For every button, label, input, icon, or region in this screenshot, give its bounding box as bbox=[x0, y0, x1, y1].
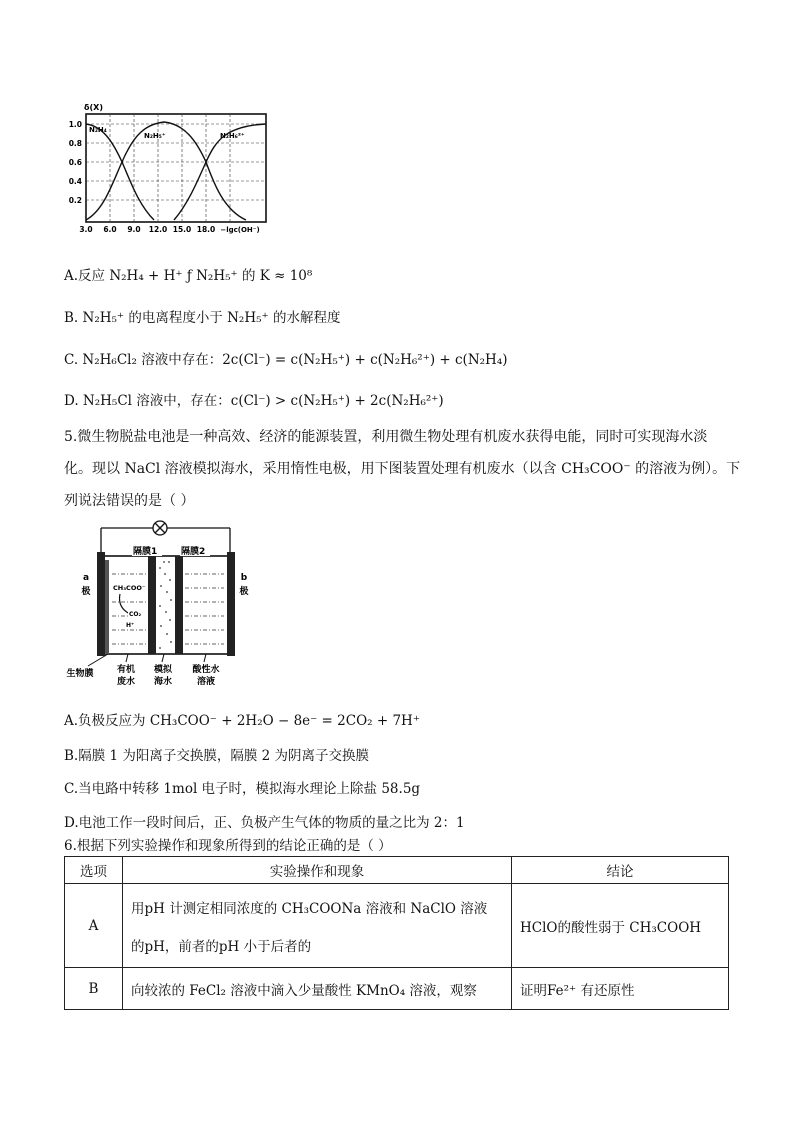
electrode-b-label: b bbox=[240, 573, 248, 583]
electrode-b-label: 极 bbox=[239, 587, 249, 597]
electrode-b bbox=[227, 552, 235, 656]
y-tick: 0.8 bbox=[68, 139, 82, 148]
acidic-solution-label: 酸性水 bbox=[192, 665, 220, 675]
electrode-a-label: 极 bbox=[81, 587, 91, 597]
membrane1-label: 隔膜1 bbox=[133, 547, 158, 557]
q4-option-a: A.反应 N₂H₄ + H⁺ ƒ N₂H₅⁺ 的 K ≈ 10⁸ bbox=[64, 268, 313, 284]
x-tick: 9.0 bbox=[127, 225, 141, 234]
q5-option-c: C.当电路中转移 1mol 电子时，模拟海水理论上除盐 58.5g bbox=[64, 781, 421, 797]
q5-stem-line3: 列说法错误的是（ ） bbox=[64, 493, 195, 509]
x-tick: 18.0 bbox=[196, 225, 216, 234]
acetate-ion: CH₃COO⁻ bbox=[113, 584, 146, 592]
row-option: B bbox=[65, 968, 123, 1010]
row-conclusion: 证明Fe²⁺ 有还原性 bbox=[512, 968, 729, 1010]
q4-option-b: B. N₂H₅⁺ 的电离程度小于 N₂H₅⁺ 的水解程度 bbox=[64, 310, 341, 326]
biofilm-label: 生物膜 bbox=[66, 669, 94, 679]
curve-label: N₂H₆²⁺ bbox=[220, 132, 245, 140]
electrode-a bbox=[97, 552, 105, 656]
x-axis-label: −lgc(OH⁻) bbox=[220, 226, 260, 234]
q5-stem-line1: 5.微生物脱盐电池是一种高效、经济的能源装置，利用微生物处理有机废水获得电能，同时可实现海水淡 bbox=[64, 429, 708, 445]
membrane-2 bbox=[175, 556, 183, 654]
x-tick: 6.0 bbox=[103, 225, 117, 234]
curve-label: N₂H₄ bbox=[89, 126, 107, 134]
table-header-row bbox=[65, 857, 729, 884]
q6-table bbox=[64, 856, 729, 1010]
organic-wastewater-label: 废水 bbox=[116, 677, 136, 687]
x-tick: 3.0 bbox=[79, 225, 93, 234]
row-conclusion: HClO的酸性弱于 CH₃COOH bbox=[512, 884, 729, 968]
q5-stem-line2: 化。现以 NaCl 溶液模拟海水，采用惰性电极，用下图装置处理有机废水（以含 CH₃COO⁻ 的溶液为例）。下 bbox=[64, 461, 741, 477]
proton-label: H⁺ bbox=[126, 622, 135, 629]
y-tick: 0.4 bbox=[68, 177, 82, 186]
biofilm bbox=[105, 560, 109, 654]
y-tick: 0.2 bbox=[68, 196, 82, 205]
row-operation bbox=[123, 884, 512, 968]
q5-option-d: D.电池工作一段时间后，正、负极产生气体的物质的量之比为 2：1 bbox=[64, 815, 465, 831]
membrane-1 bbox=[148, 556, 156, 654]
row-operation-line: 的pH，前者的pH 小于后者的 bbox=[131, 938, 312, 955]
q5-option-a: A.负极反应为 CH₃COO⁻ + 2H₂O − 8e⁻ = 2CO₂ + 7H⁺ bbox=[64, 713, 420, 729]
curve-label: N₂H₅⁺ bbox=[144, 132, 166, 140]
x-tick: 15.0 bbox=[172, 225, 192, 234]
y-tick: 0.6 bbox=[68, 158, 82, 167]
q6-stem: 6.根据下列实验操作和现象所得到的结论正确的是（ ） bbox=[64, 838, 392, 854]
table-row bbox=[65, 884, 729, 968]
q4-option-d: D. N₂H₅Cl 溶液中，存在：c(Cl⁻) > c(N₂H₅⁺) + 2c(N₂H₆²⁺) bbox=[64, 393, 444, 409]
distribution-curve-figure bbox=[64, 100, 274, 240]
table-row bbox=[65, 968, 729, 1010]
organic-wastewater-label: 有机 bbox=[116, 665, 136, 675]
y-tick: 1.0 bbox=[68, 120, 82, 129]
electrode-a-label: a bbox=[82, 573, 90, 583]
q5-option-b: B.隔膜 1 为阳离子交换膜，隔膜 2 为阴离子交换膜 bbox=[64, 748, 370, 764]
header-conclusion: 结论 bbox=[512, 857, 729, 884]
acidic-solution-label: 溶液 bbox=[196, 677, 216, 687]
membrane2-label: 隔膜2 bbox=[181, 547, 206, 557]
row-operation-line: 用pH 计测定相同浓度的 CH₃COONa 溶液和 NaClO 溶液 bbox=[131, 900, 488, 917]
y-axis-label: δ(X) bbox=[84, 103, 103, 112]
x-tick: 12.0 bbox=[148, 225, 168, 234]
row-operation: 向较浓的 FeCl₂ 溶液中滴入少量酸性 KMnO₄ 溶液，观察 bbox=[123, 968, 512, 1010]
simulated-seawater-label: 模拟 bbox=[153, 665, 173, 675]
desalination-cell-figure bbox=[64, 516, 259, 691]
co2-label: CO₂ bbox=[129, 611, 142, 618]
header-option: 选项 bbox=[65, 857, 123, 884]
header-operation: 实验操作和现象 bbox=[123, 857, 512, 884]
row-option: A bbox=[65, 884, 123, 968]
simulated-seawater-label: 海水 bbox=[153, 677, 173, 687]
q4-option-c: C. N₂H₆Cl₂ 溶液中存在：2c(Cl⁻) = c(N₂H₅⁺) + c(N₂H₆²⁺) + c(N₂H₄) bbox=[64, 352, 508, 368]
